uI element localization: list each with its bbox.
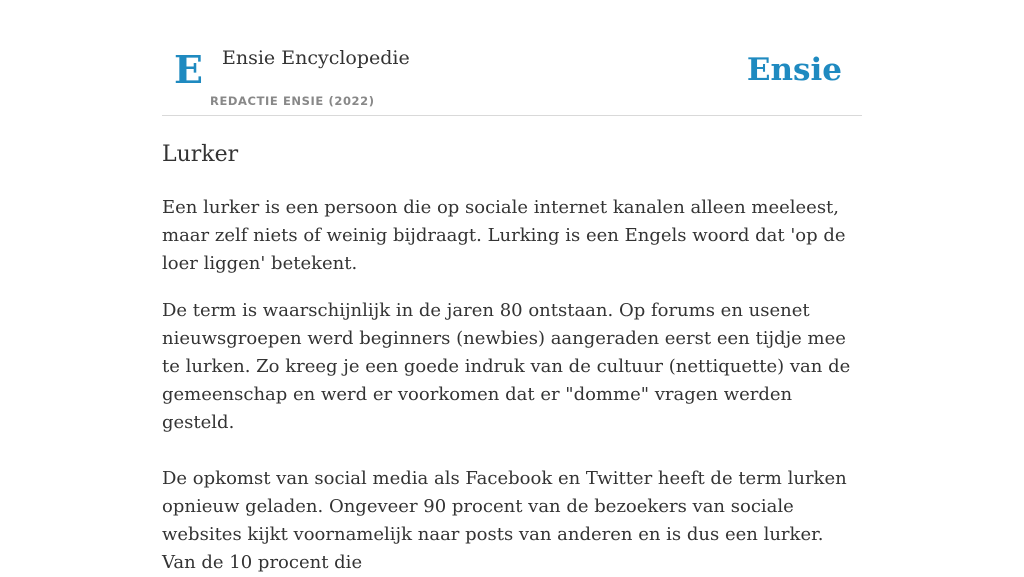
source-header (162, 0, 862, 116)
ensie-brand-logo[interactable]: Ensie (746, 52, 842, 88)
source-attribution: REDACTIE ENSIE (2022) (210, 94, 375, 108)
article-body (162, 140, 862, 577)
article-paragraph: De term is waarschijnlijk in de jaren 80 ontstaan. Op forums en usenet nieuwsgroepen werd beginners (newbies) aangeraden eerst een tijdje mee te lurken. Zo kreeg je een goede indruk van de cultuur (nettiquette) van de gemeenschap en werd er voorkomen dat er "domme" vragen werden gesteld. (162, 300, 851, 433)
article-paragraph: De opkomst van social media als Facebook en Twitter heeft de term lurken opnieuw geladen. Ongeveer 90 procent van de bezoekers van sociale websites kijkt voornamelijk naar posts van anderen en is dus een lurker. Van de 10 procent die (162, 468, 847, 573)
article-title: Lurker (162, 142, 239, 167)
ensie-logo-icon[interactable]: E (174, 47, 203, 92)
source-title-link[interactable]: Ensie Encyclopedie (222, 47, 410, 69)
article-paragraph: Een lurker is een persoon die op sociale internet kanalen alleen meeleest, maar zelf niets of weinig bijdraagt. Lurking is een Engels woord dat 'op de loer liggen' betekent. (162, 197, 846, 274)
